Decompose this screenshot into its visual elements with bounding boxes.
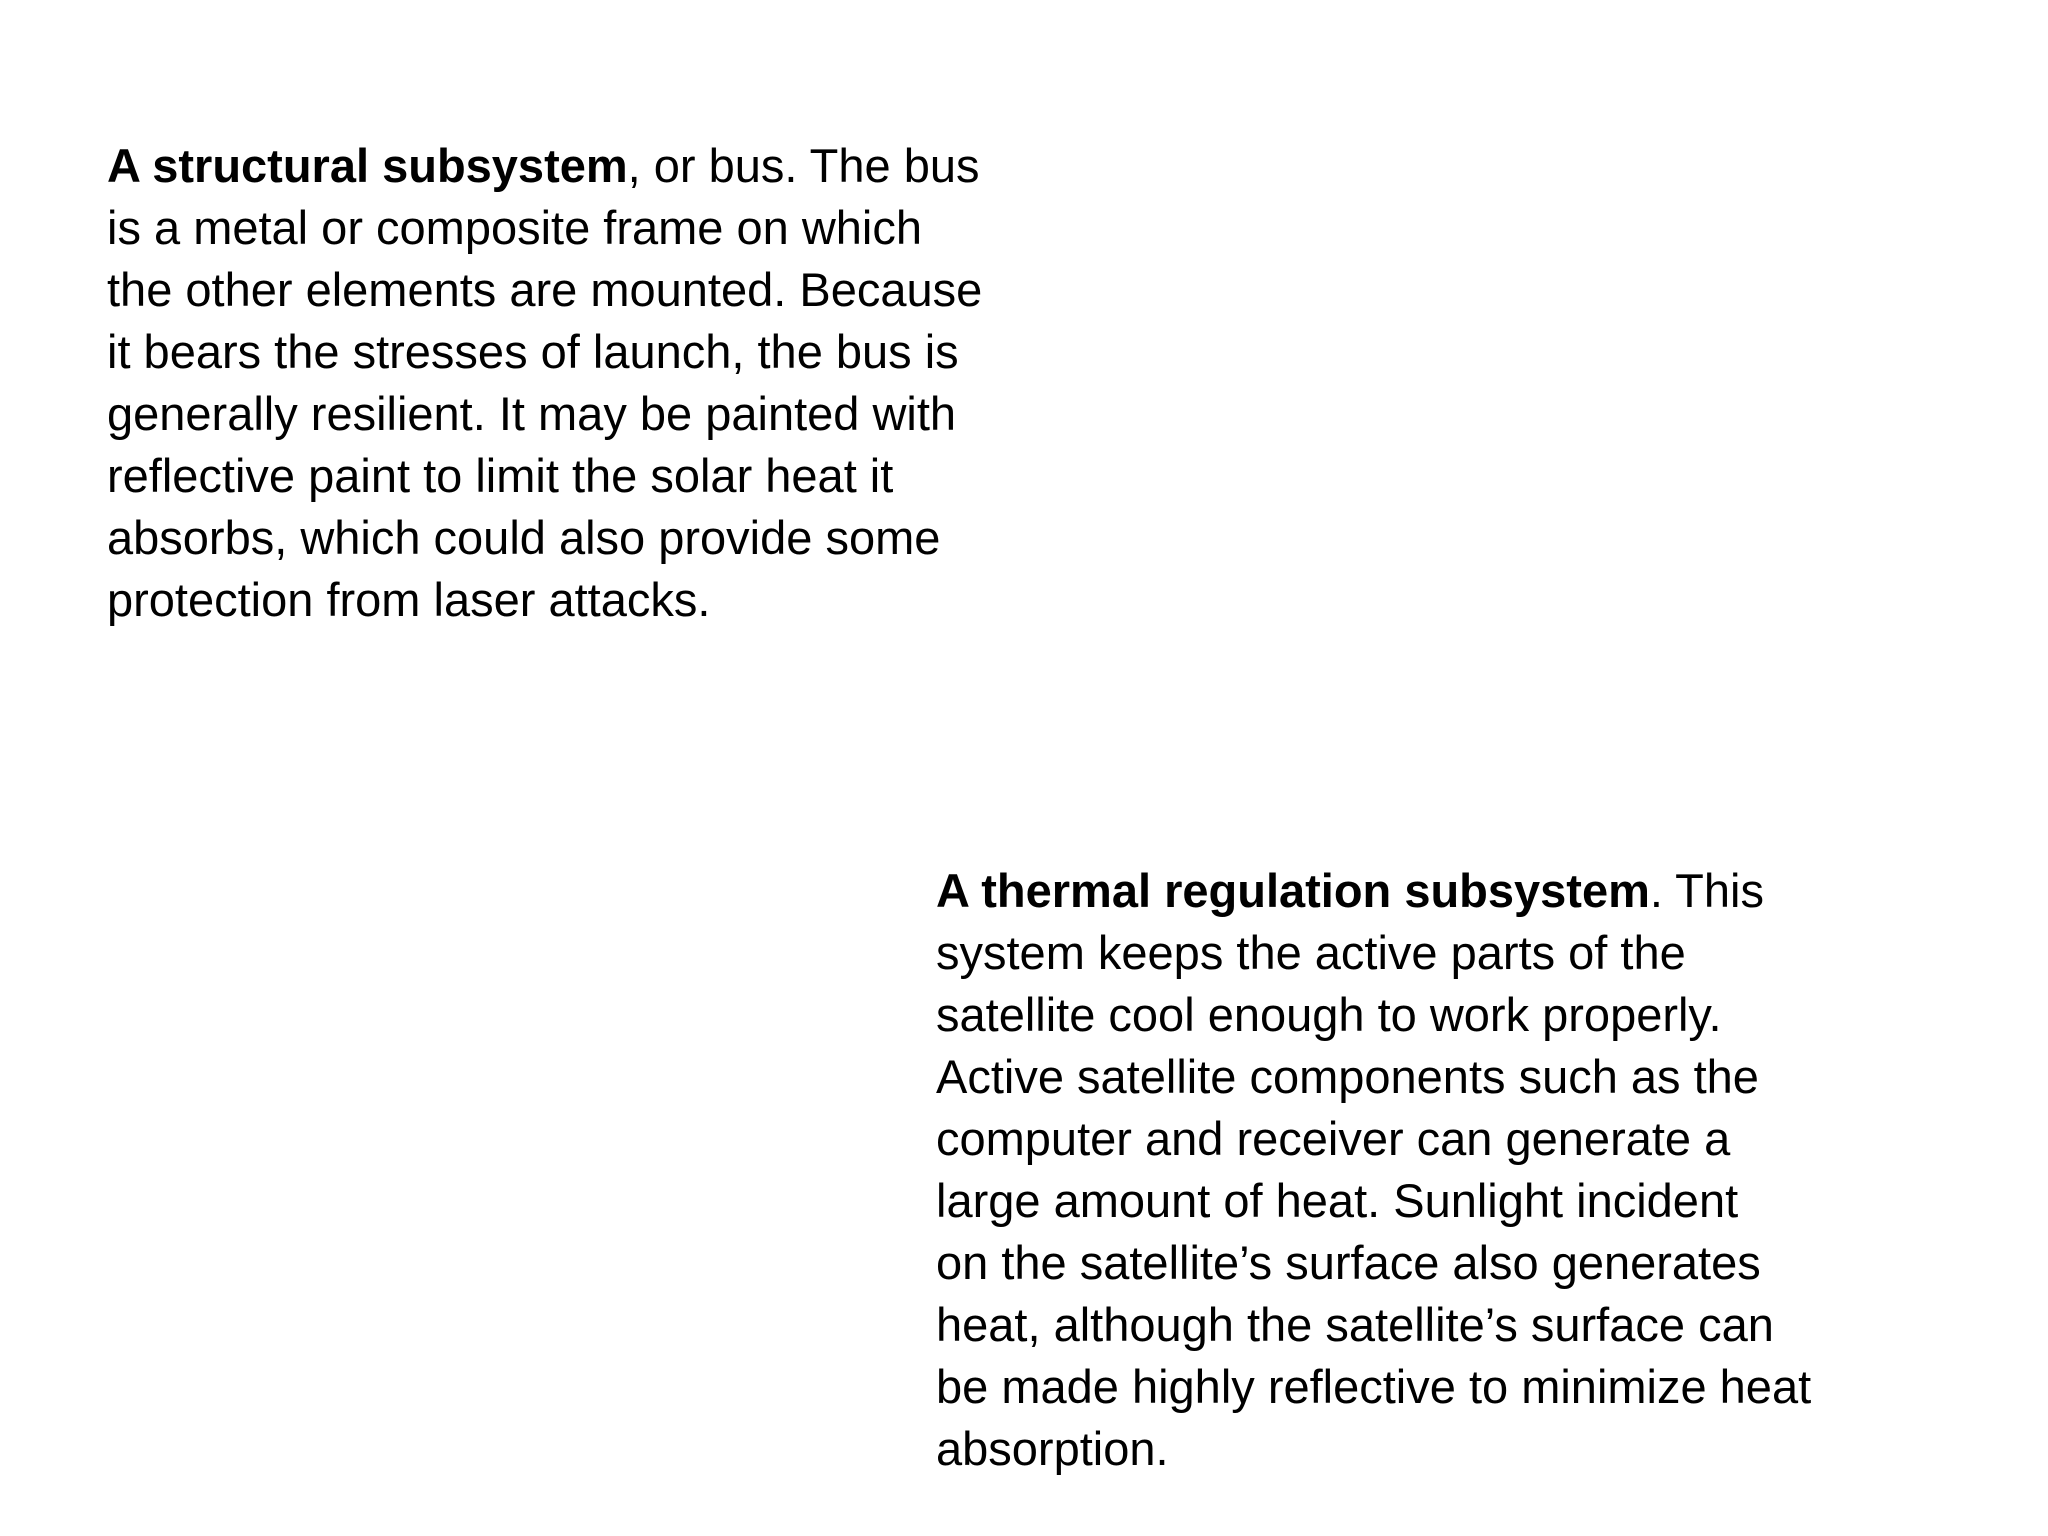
structural-line: it bears the stresses of launch, the bus is (107, 325, 959, 378)
thermal-heading-suffix: . This (1649, 864, 1764, 917)
thermal-line: Active satellite components such as the (936, 1050, 1759, 1103)
thermal-line: be made highly reflective to minimize heat (936, 1360, 1812, 1413)
structural-line: the other elements are mounted. Because (107, 263, 983, 316)
structural-subsystem-heading: A structural subsystem (107, 139, 628, 192)
structural-line: generally resilient. It may be painted with (107, 387, 957, 440)
structural-heading-suffix: , or bus. The bus (627, 139, 980, 192)
structural-line: reflective paint to limit the solar heat it (107, 449, 894, 502)
thermal-line: computer and receiver can generate a (936, 1112, 1731, 1165)
structural-line: is a metal or composite frame on which (107, 201, 922, 254)
thermal-line: on the satellite’s surface also generates (936, 1236, 1761, 1289)
thermal-first-line (936, 860, 1811, 922)
structural-line: protection from laser attacks. (107, 573, 711, 626)
thermal-subsystem-heading: A thermal regulation subsystem (936, 864, 1650, 917)
structural-subsystem-paragraph (107, 135, 982, 631)
thermal-line: heat, although the satellite’s surface can (936, 1298, 1774, 1351)
structural-first-line (107, 135, 982, 197)
structural-line: absorbs, which could also provide some (107, 511, 941, 564)
thermal-line: large amount of heat. Sunlight incident (936, 1174, 1739, 1227)
thermal-line: system keeps the active parts of the (936, 926, 1686, 979)
thermal-subsystem-paragraph (936, 860, 1811, 1480)
thermal-line: absorption. (936, 1422, 1169, 1475)
thermal-line: satellite cool enough to work properly. (936, 988, 1722, 1041)
